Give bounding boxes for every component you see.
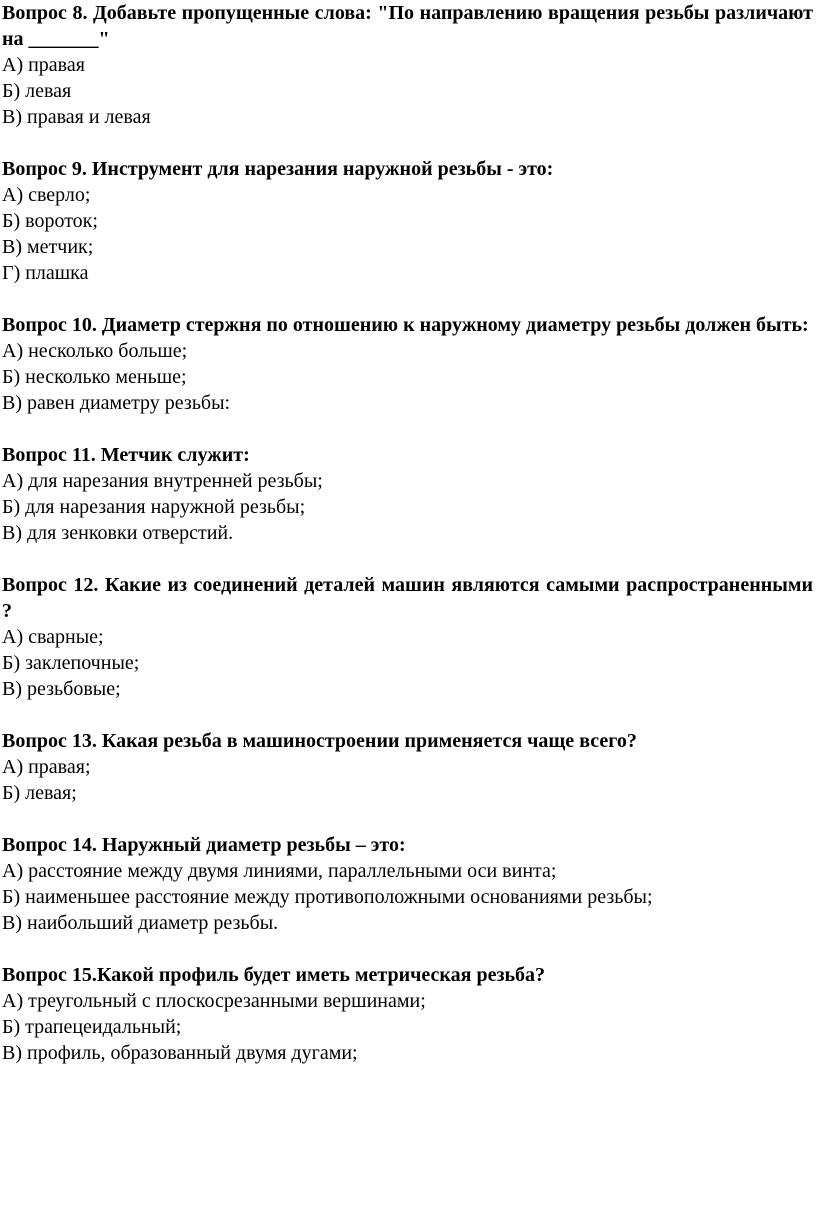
answer-option: А) для нарезания внутренней резьбы; [2,470,323,492]
answer-option: А) сверло; [2,184,91,206]
question-15 [2,962,813,1066]
answer-option: В) правая и левая [2,106,151,128]
question-13 [2,728,813,806]
answer-option: В) для зенковки отверстий. [2,522,234,544]
answer-option: Б) вороток; [2,210,98,232]
answer-option: Б) наименьшее расстояние между противоположными основаниями резьбы; [2,886,653,908]
question-title: Вопрос 11. Метчик служит: [2,444,250,466]
answer-option: В) профиль, образованный двумя дугами; [2,1042,358,1064]
question-14 [2,832,813,936]
answer-option: Б) заклепочные; [2,652,140,674]
question-title: Вопрос 12. Какие из соединений деталей машин являются самыми распространенными ? [2,574,813,622]
answer-option: Б) левая; [2,782,77,804]
answer-option: В) резьбовые; [2,678,121,700]
answer-option: Б) несколько меньше; [2,366,187,388]
answer-option: Б) левая [2,80,72,102]
answer-option: В) равен диаметру резьбы: [2,392,231,414]
answer-option: А) расстояние между двумя линиями, параллельными оси винта; [2,860,557,882]
question-9 [2,156,813,286]
question-title: Вопрос 10. Диаметр стержня по отношению к наружному диаметру резьбы должен быть: [2,314,809,336]
question-title: Вопрос 9. Инструмент для нарезания наружной резьбы - это: [2,158,554,180]
answer-option: Г) плашка [2,262,89,284]
answer-option: В) наибольший диаметр резьбы. [2,912,279,934]
question-title: Вопрос 8. Добавьте пропущенные слова: "По направлению вращения резьбы различают на _______" [2,2,813,50]
answer-option: Б) трапецеидальный; [2,1016,182,1038]
answer-option: Б) для нарезания наружной резьбы; [2,496,306,518]
question-8 [2,0,813,130]
question-title: Вопрос 14. Наружный диаметр резьбы – это: [2,834,406,856]
answer-option: А) треугольный с плоскосрезанными вершинами; [2,990,426,1012]
answer-option: А) правая; [2,756,91,778]
answer-option: А) правая [2,54,85,76]
question-11 [2,442,813,546]
question-10 [2,312,813,416]
question-12 [2,572,813,702]
answer-option: А) сварные; [2,626,104,648]
answer-option: В) метчик; [2,236,94,258]
question-title: Вопрос 13. Какая резьба в машиностроении применяется чаще всего? [2,730,637,752]
answer-option: А) несколько больше; [2,340,188,362]
question-title: Вопрос 15.Какой профиль будет иметь метрическая резьба? [2,964,546,986]
